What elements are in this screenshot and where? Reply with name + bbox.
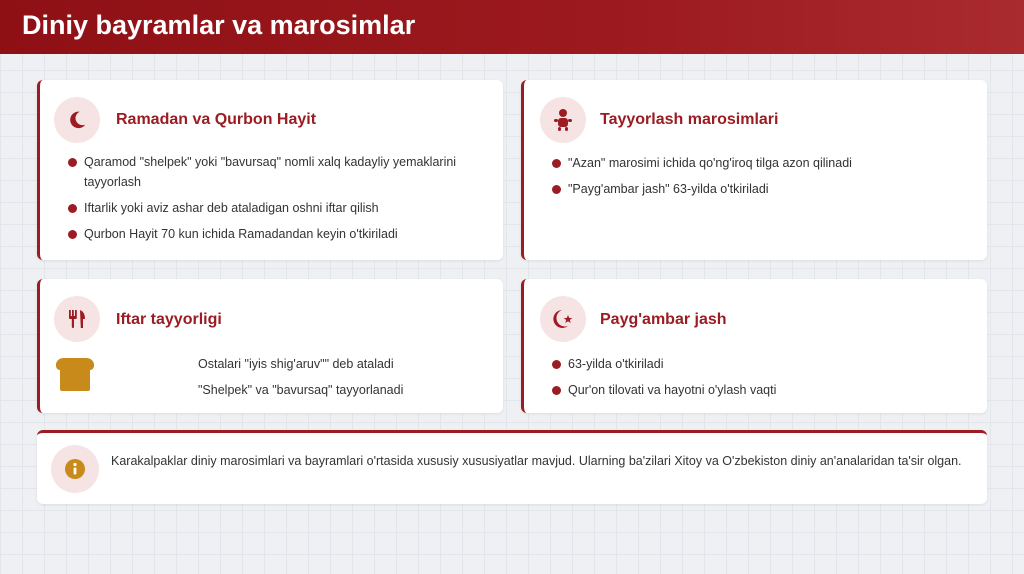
card-title: Tayyorlash marosimlari bbox=[600, 111, 779, 128]
card-bullet-list bbox=[552, 354, 972, 406]
list-item: 63-yilda o'tkiriladi bbox=[552, 354, 972, 374]
list-item: Qaramod "shelpek" yoki "bavursaq" nomli xalq kadayliy yemaklarini tayyorlash bbox=[68, 152, 488, 192]
star-and-crescent-icon bbox=[540, 296, 586, 342]
card-tayyorlash bbox=[521, 80, 987, 260]
card-title: Ramadan va Qurbon Hayit bbox=[116, 111, 317, 128]
page-header bbox=[0, 0, 1024, 54]
list-item: "Payg'ambar jash" 63-yilda o'tkiriladi bbox=[552, 179, 972, 199]
card-title: Payg'ambar jash bbox=[600, 311, 727, 328]
list-item: Iftarlik yoki aviz ashar deb ataladigan oshni iftar qilish bbox=[68, 198, 488, 218]
list-item: Qurbon Hayit 70 kun ichida Ramadandan keyin o'tkiriladi bbox=[68, 224, 488, 244]
utensils-icon bbox=[54, 296, 100, 342]
card-ramadan bbox=[37, 80, 503, 260]
card-bullet-list bbox=[68, 152, 488, 250]
list-item: Ostalari "iyis shig'aruv"" deb ataladi bbox=[198, 357, 394, 371]
list-item: "Shelpek" va "bavursaq" tayyorlanadi bbox=[198, 383, 404, 397]
card-text-list bbox=[198, 354, 498, 406]
list-item: "Azan" marosimi ichida qo'ng'iroq tilga azon qilinadi bbox=[552, 153, 972, 173]
info-text: Karakalpaklar diniy marosimlari va bayramlari o'rtasida xususiy xususiyatlar mavjud. Ularning ba'zilari Xitoy va O'zbekiston diniy an'analaridan ta'sir olgan. bbox=[111, 454, 962, 468]
baby-icon bbox=[540, 97, 586, 143]
card-title: Iftar tayyorligi bbox=[116, 311, 222, 328]
card-paygambar bbox=[521, 279, 987, 413]
list-item: Qur'on tilovati va hayotni o'ylash vaqti bbox=[552, 380, 972, 400]
card-bullet-list bbox=[552, 153, 972, 205]
crescent-moon-icon bbox=[54, 97, 100, 143]
info-icon bbox=[51, 445, 99, 493]
info-card bbox=[37, 430, 987, 504]
bread-icon bbox=[54, 356, 96, 397]
page-title: Diniy bayramlar va marosimlar bbox=[22, 10, 416, 40]
card-iftar bbox=[37, 279, 503, 413]
